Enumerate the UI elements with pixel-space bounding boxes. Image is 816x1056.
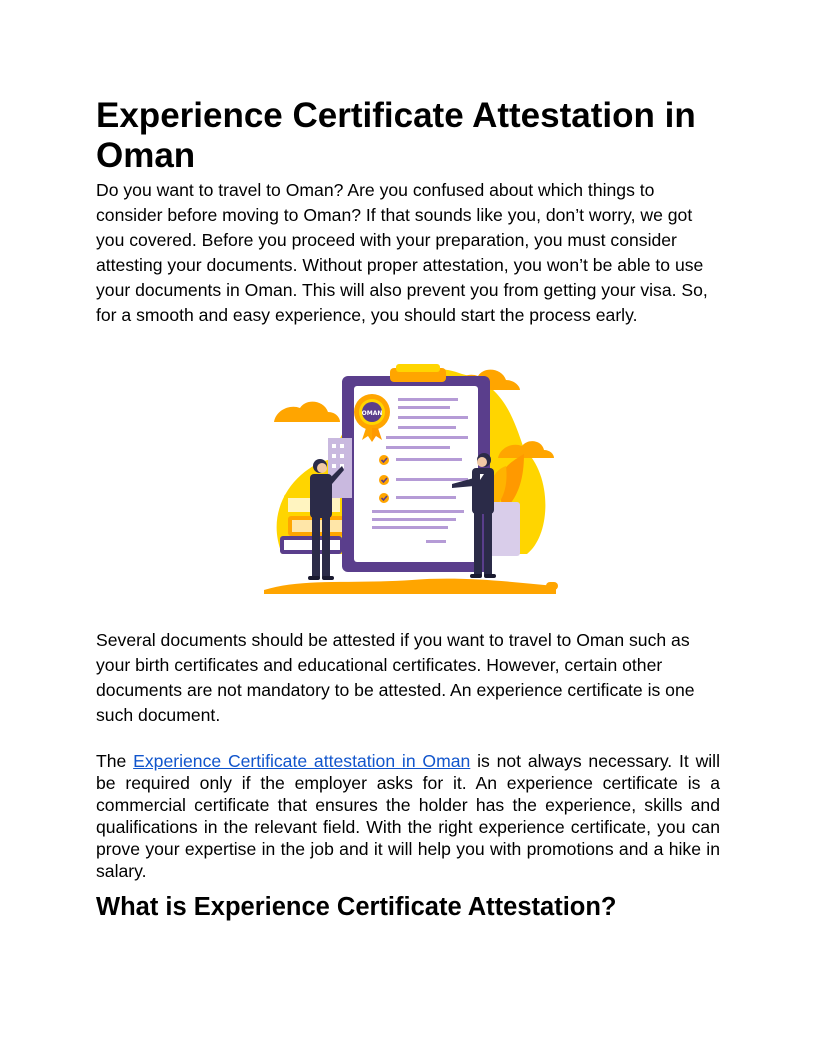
seal-text: OMAN [361,410,383,417]
section-heading: What is Experience Certificate Attestation? [96,893,617,921]
third-paragraph-prefix: The [96,751,134,771]
second-paragraph: Several documents should be attested if you want to travel to Oman such as your birth certificates and educational certificates. However, certain other documents are not mandatory to be attested. An experience certificate is one such document. [96,630,695,725]
attestation-link[interactable]: Experience Certificate attestation in Oman [133,751,471,771]
intro-paragraph: Do you want to travel to Oman? Are you confused about which things to consider before moving to Oman? If that sounds like you, don’t worry, we got you covered. Before you proceed with your preparation, you must consider attesting your documents. Without proper attestation, you won’t be able to use your documents in Oman. This will also prevent you from getting your visa. So, for a smooth and easy experience, you should start the process early. [96,180,708,325]
document-page [96,96,720,924]
page-title: Experience Certificate Attestation in Oman [96,96,696,175]
attestation-illustration [96,346,720,626]
third-paragraph-suffix: is not always necessary. It will be required only if the employer asks for it. An experience certificate is a commercial certificate that ensures the holder has the experience, skills and qualifications in the relevant field. With the right experience certificate, you can prove your expertise in the job and it will help you with promotions and a hike in salary. [96,751,720,881]
third-paragraph [96,750,720,882]
